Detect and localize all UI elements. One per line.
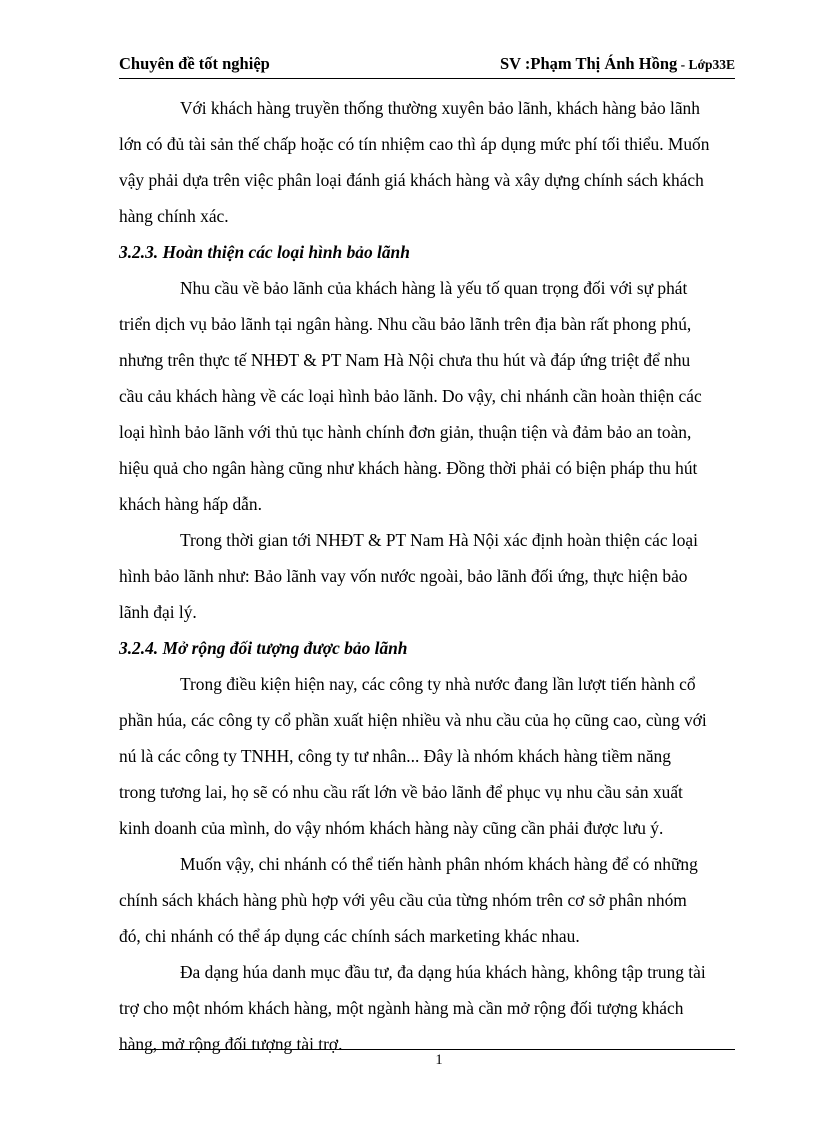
header-document-title: Chuyên đề tốt nghiệp bbox=[119, 54, 270, 73]
page-number: 1 bbox=[435, 1052, 443, 1068]
paragraph bbox=[119, 270, 755, 522]
text-line: Với khách hàng truyền thống thường xuyên bảo lãnh, khách hàng bảo lãnh bbox=[180, 98, 700, 118]
text-line: loại hình bảo lãnh với thủ tục hành chính đơn giản, thuận tiện và đảm bảo an toàn, bbox=[119, 422, 692, 442]
header-student-info bbox=[500, 54, 735, 74]
section-heading: 3.2.3. Hoàn thiện các loại hình bảo lãnh bbox=[119, 242, 410, 262]
text-line: phần húa, các công ty cổ phần xuất hiện nhiều và nhu cầu của họ cũng cao, cùng với bbox=[119, 710, 707, 730]
text-line: triển dịch vụ bảo lãnh tại ngân hàng. Nhu cầu bảo lãnh trên địa bàn rất phong phú, bbox=[119, 314, 692, 334]
header-student-name: SV :Phạm Thị Ánh Hồng bbox=[499, 54, 678, 73]
paragraph bbox=[119, 666, 755, 846]
text-line: Trong điều kiện hiện nay, các công ty nhà nước đang lần lượt tiến hành cổ bbox=[180, 674, 696, 694]
text-line: hiệu quả cho ngân hàng cũng như khách hàng. Đồng thời phải có biện pháp thu hút bbox=[119, 458, 698, 478]
text-line: hình bảo lãnh như: Bảo lãnh vay vốn nước ngoài, bảo lãnh đối ứng, thực hiện bảo bbox=[119, 566, 688, 586]
text-line: cầu cảu khách hàng về các loại hình bảo lãnh. Do vậy, chi nhánh cần hoàn thiện các bbox=[119, 386, 702, 406]
paragraph bbox=[119, 522, 755, 630]
text-line: kinh doanh của mình, do vậy nhóm khách hàng này cũng cần phải được lưu ý. bbox=[119, 818, 664, 838]
section-heading: 3.2.4. Mở rộng đối tượng được bảo lãnh bbox=[119, 638, 408, 658]
text-line: nú là các công ty TNHH, công ty tư nhân... Đây là nhóm khách hàng tiềm năng bbox=[119, 746, 671, 766]
text-line: trợ cho một nhóm khách hàng, một ngành hàng mà cần mở rộng đối tượng khách bbox=[119, 998, 684, 1018]
text-line: vậy phải dựa trên việc phân loại đánh giá khách hàng và xây dựng chính sách khách bbox=[119, 170, 704, 190]
page-header bbox=[119, 52, 735, 79]
text-line: nhưng trên thực tế NHĐT & PT Nam Hà Nội chưa thu hút và đáp ứng triệt để nhu bbox=[119, 350, 691, 370]
text-line: khách hàng hấp dẫn. bbox=[119, 494, 262, 514]
paragraph bbox=[119, 954, 755, 1062]
text-line: Nhu cầu về bảo lãnh của khách hàng là yếu tố quan trọng đối với sự phát bbox=[180, 278, 688, 298]
document-body bbox=[119, 90, 755, 1062]
text-line: Muốn vậy, chi nhánh có thể tiến hành phân nhóm khách hàng để có những bbox=[180, 854, 698, 874]
text-line: hàng, mở rộng đối tượng tài trợ. bbox=[119, 1034, 343, 1054]
paragraph bbox=[119, 846, 755, 954]
header-class: - Lớp33E bbox=[677, 57, 735, 72]
text-line: Đa dạng húa danh mục đầu tư, đa dạng húa khách hàng, không tập trung tài bbox=[180, 962, 706, 982]
text-line: Trong thời gian tới NHĐT & PT Nam Hà Nội xác định hoàn thiện các loại bbox=[180, 530, 698, 550]
text-line: lớn có đủ tài sản thế chấp hoặc có tín nhiệm cao thì áp dụng mức phí tối thiểu. Muốn bbox=[119, 134, 710, 154]
paragraph bbox=[119, 90, 755, 234]
text-line: trong tương lai, họ sẽ có nhu cầu rất lớn về bảo lãnh để phục vụ nhu cầu sản xuất bbox=[119, 782, 683, 802]
footer-divider bbox=[119, 1049, 735, 1050]
text-line: đó, chi nhánh có thể áp dụng các chính sách marketing khác nhau. bbox=[119, 926, 580, 946]
text-line: chính sách khách hàng phù hợp với yêu cầu của từng nhóm trên cơ sở phân nhóm bbox=[119, 890, 687, 910]
text-line: lãnh đại lý. bbox=[119, 602, 197, 622]
text-line: hàng chính xác. bbox=[119, 206, 229, 226]
